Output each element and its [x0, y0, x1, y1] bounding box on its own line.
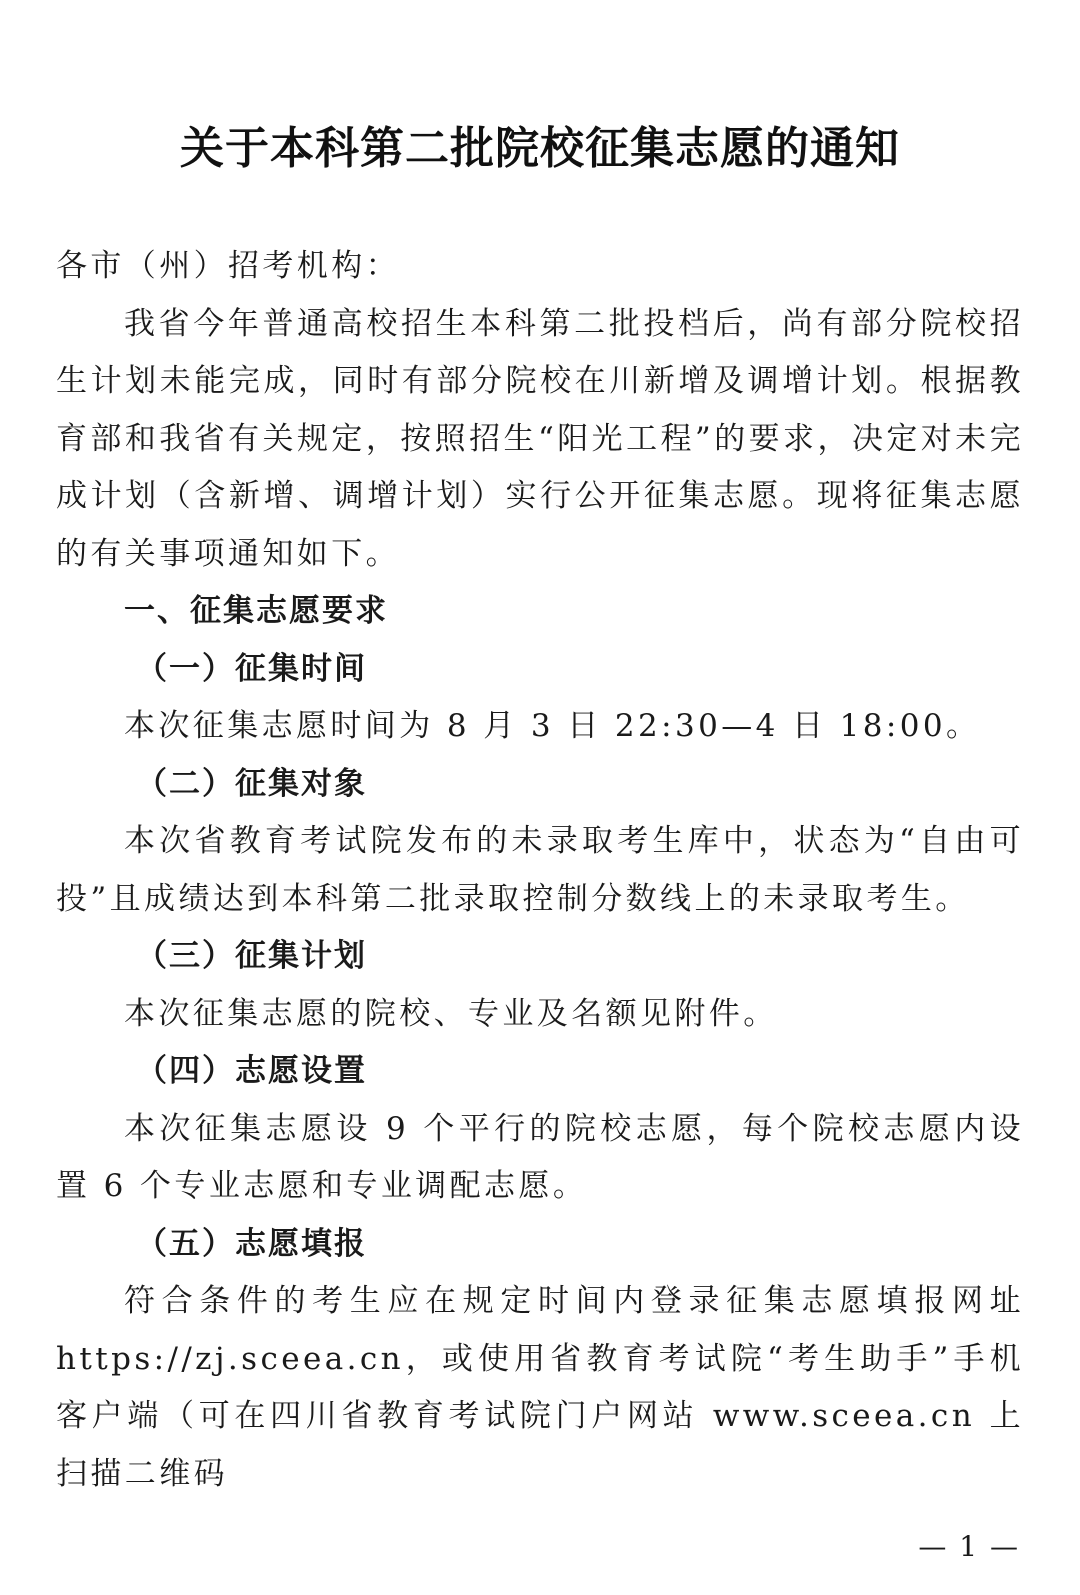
subsection-1-text: 本次征集志愿时间为 8 月 3 日 22:30—4 日 18:00。 [124, 708, 981, 744]
document-title: 关于本科第二批院校征集志愿的通知 [180, 123, 900, 174]
subsection-5-text: 符合条件的考生应在规定时间内登录征集志愿填报网址 https://zj.sceea.cn，或使用省教育考试院“考生助手”手机客户端（可在四川省教育考试院门户网站 www.sceea.cn 上扫描二维码 [56, 1283, 1024, 1492]
subsection-3-text: 本次征集志愿的院校、专业及名额见附件。 [124, 995, 778, 1032]
section-1-heading: 一、征集志愿要求 [124, 593, 388, 629]
page-number: — 1 — [918, 1530, 1020, 1563]
salutation: 各市（州）招考机构： [56, 248, 400, 284]
subsection-1-heading: （一）征集时间 [136, 650, 367, 687]
document-body [56, 238, 1024, 1503]
intro-paragraph: 我省今年普通高校招生本科第二批投档后，尚有部分院校招生计划未能完成，同时有部分院校在川新增及调增计划。根据教育部和我省有关规定，按照招生“阳光工程”的要求，决定对未完成计划（含新增、调增计划）实行公开征集志愿。现将征集志愿的有关事项通知如下。 [56, 305, 1024, 572]
subsection-3-heading: （三）征集计划 [136, 938, 367, 974]
subsection-2-text: 本次省教育考试院发布的未录取考生库中，状态为“自由可投”且成绩达到本科第二批录取控制分数线上的未录取考生。 [56, 823, 1024, 917]
subsection-2-heading: （二）征集对象 [136, 765, 367, 802]
subsection-4-text: 本次征集志愿设 9 个平行的院校志愿，每个院校志愿内设置 6 个专业志愿和专业调配志愿。 [56, 1110, 1024, 1204]
subsection-4-heading: （四）志愿设置 [136, 1053, 367, 1089]
subsection-5-heading: （五）志愿填报 [136, 1225, 367, 1262]
